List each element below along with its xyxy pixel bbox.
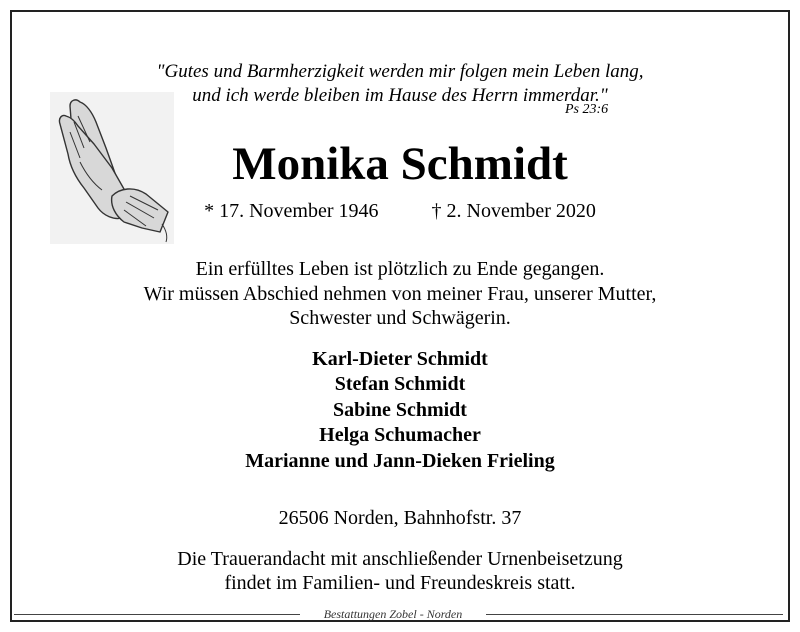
service-line-1: Die Trauerandacht mit anschließender Urnenbeisetzung bbox=[177, 548, 623, 570]
message-line-1: Ein erfülltes Leben ist plötzlich zu Ende gegangen. bbox=[195, 258, 605, 280]
quote-line-1: "Gutes und Barmherzigkeit werden mir folgen mein Leben lang, bbox=[156, 61, 644, 82]
deceased-name: Monika Schmidt bbox=[232, 138, 568, 190]
service-line-2: findet im Familien- und Freundeskreis statt. bbox=[224, 572, 576, 594]
message-line-3: Schwester und Schwägerin. bbox=[289, 307, 511, 329]
family-member: Stefan Schmidt bbox=[334, 373, 466, 395]
message-line-2: Wir müssen Abschied nehmen von meiner Frau, unserer Mutter, bbox=[143, 283, 657, 305]
life-dates bbox=[0, 198, 800, 224]
family-member: Sabine Schmidt bbox=[333, 399, 467, 421]
funeral-home-credit: Bestattungen Zobel - Norden bbox=[323, 607, 463, 621]
footer-divider-left bbox=[14, 614, 300, 615]
quote-line-2: und ich werde bleiben im Hause des Herrn immerdar." bbox=[192, 85, 608, 106]
family-member: Helga Schumacher bbox=[319, 424, 481, 446]
footer-divider-right bbox=[486, 614, 783, 615]
address: 26506 Norden, Bahnhofstr. 37 bbox=[278, 507, 522, 529]
family-member: Karl-Dieter Schmidt bbox=[312, 348, 488, 370]
quote-reference: Ps 23:6 bbox=[565, 102, 609, 117]
birth-date: * 17. November 1946 bbox=[204, 200, 379, 222]
death-date: † 2. November 2020 bbox=[431, 200, 596, 222]
family-member: Marianne und Jann-Dieken Frieling bbox=[245, 450, 555, 472]
